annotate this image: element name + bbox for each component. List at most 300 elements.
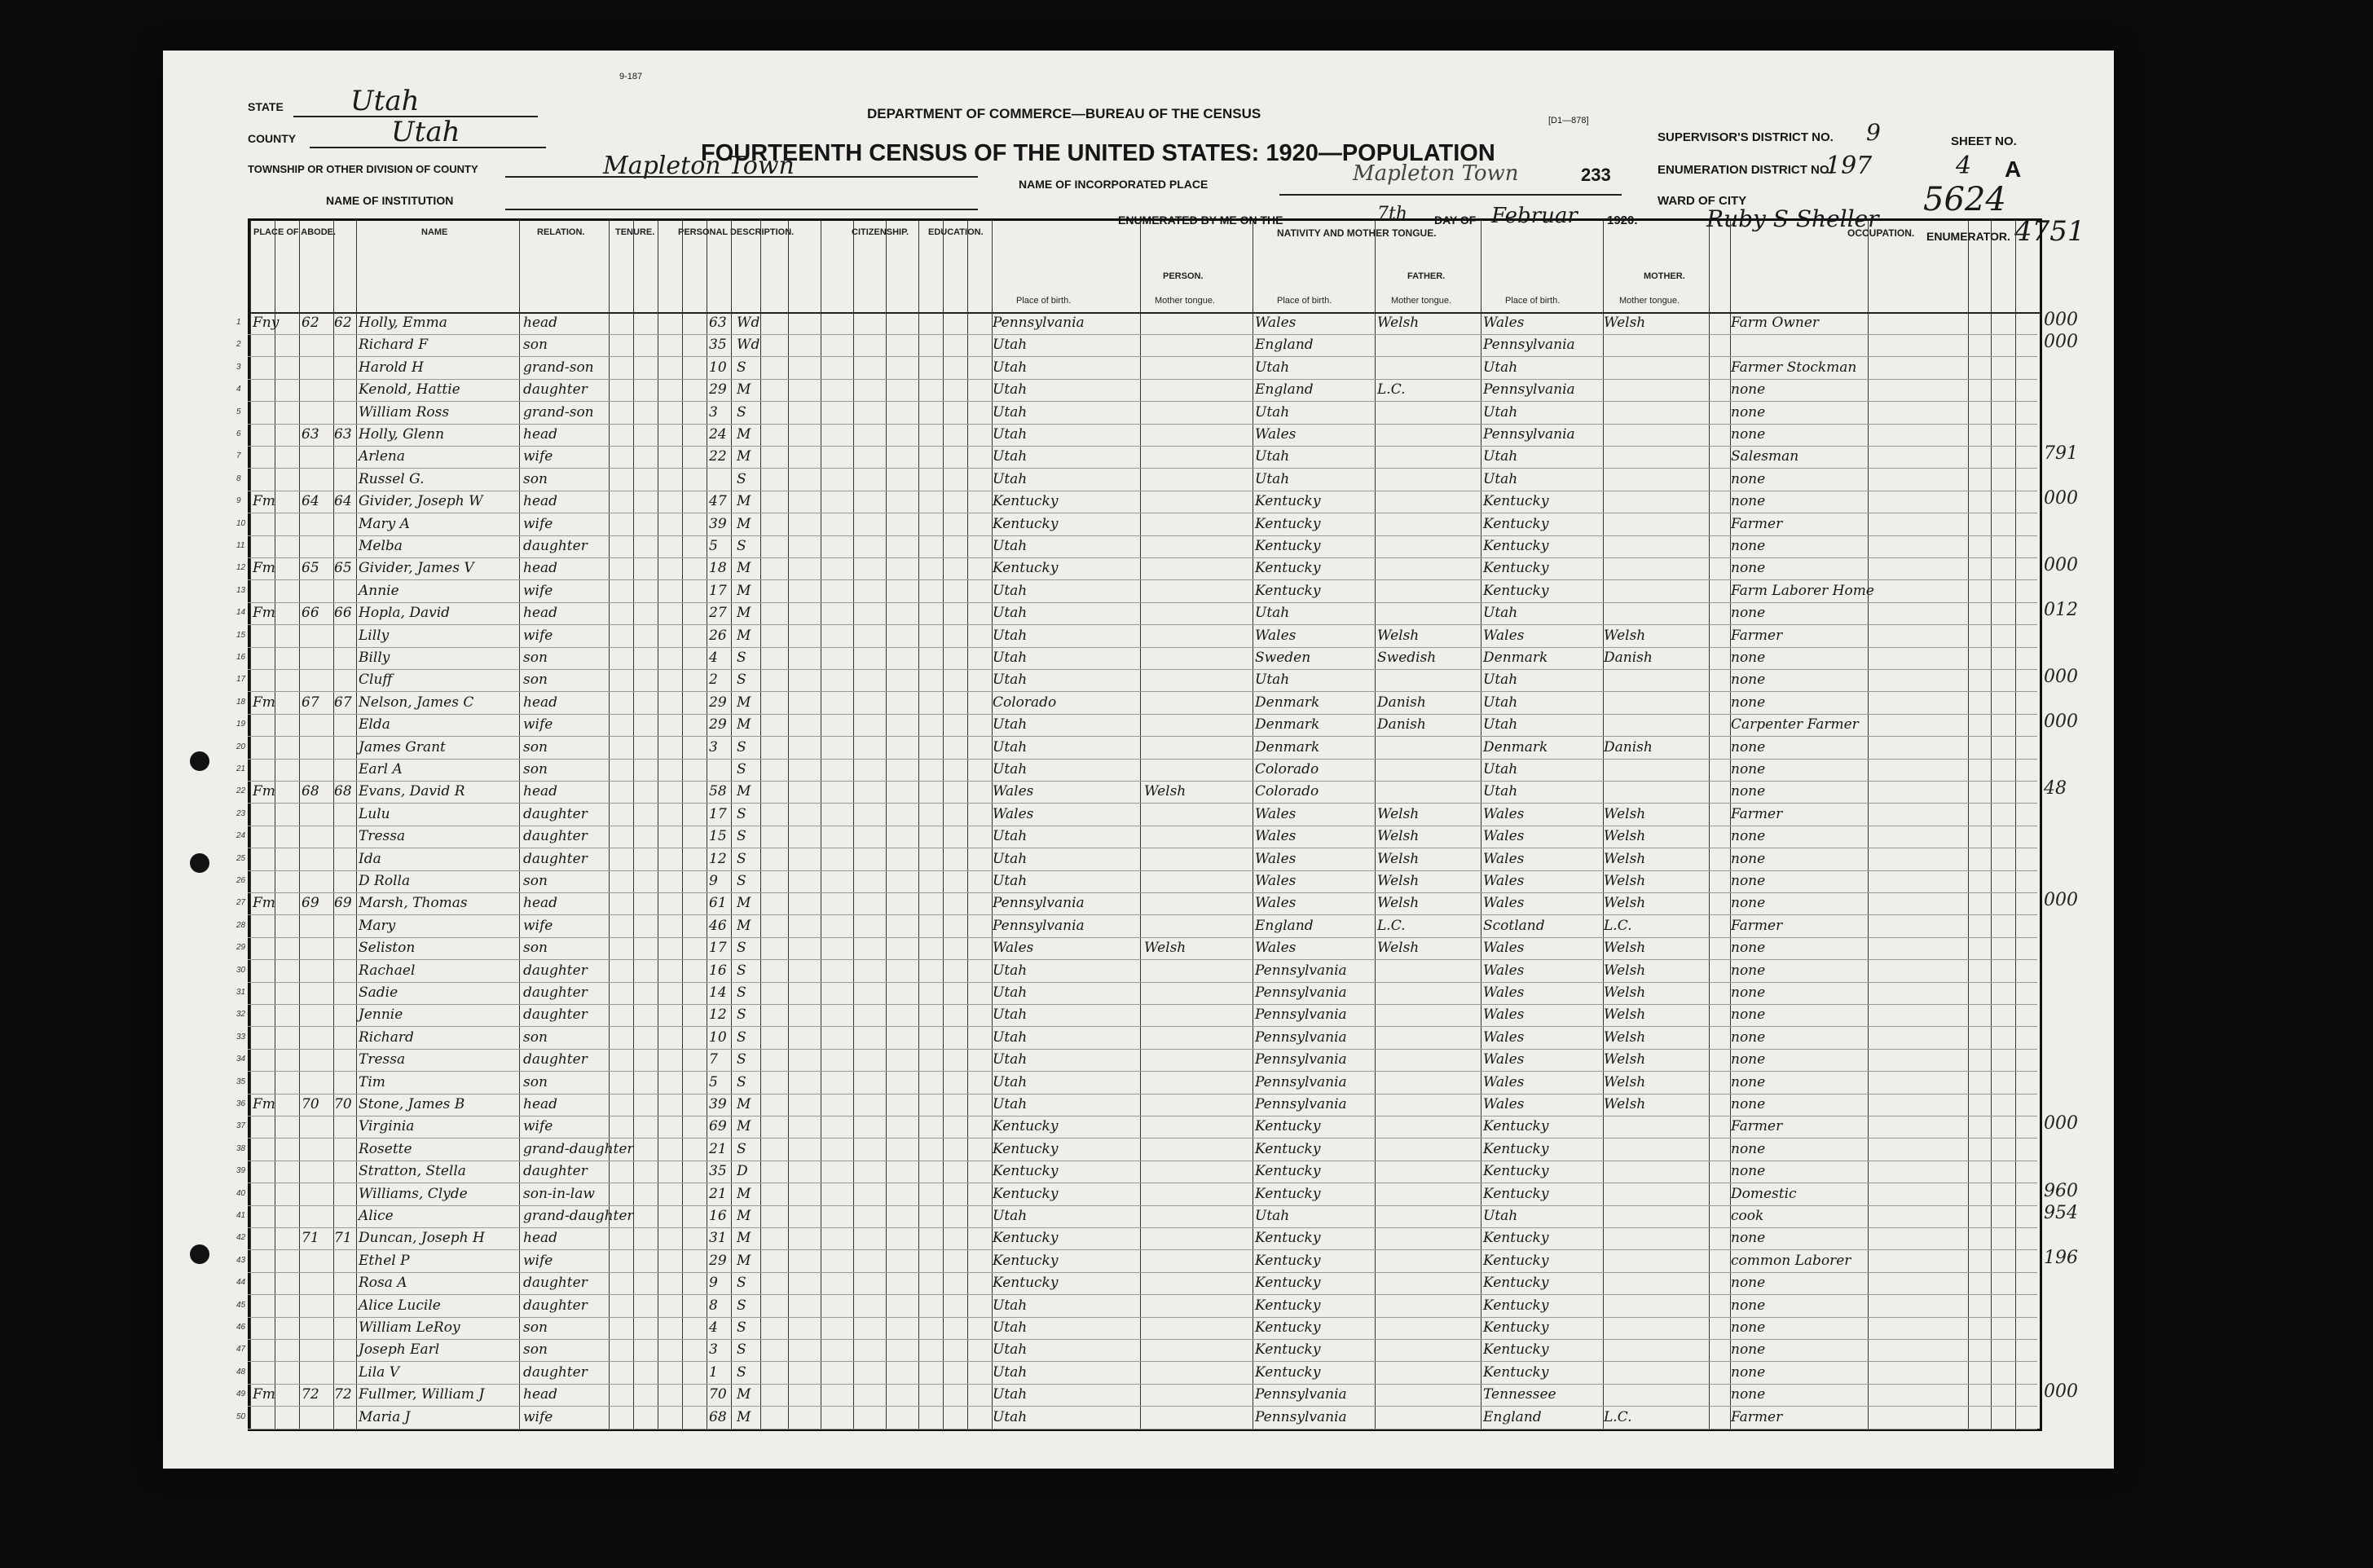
cell-ms: S <box>737 1341 746 1359</box>
cell-name: Sadie <box>359 984 398 1001</box>
cell-pob: Utah <box>993 1096 1028 1112</box>
cell-mmt: Welsh <box>1604 1028 1646 1046</box>
cell-age: 29 <box>709 694 727 711</box>
cell-fmt: Welsh <box>1377 873 1420 889</box>
cell-ms: S <box>737 738 746 755</box>
cell-rel: wife <box>523 582 553 599</box>
cell-mpob: Utah <box>1483 605 1518 622</box>
line-number: 40 <box>236 1188 246 1198</box>
cell-fpob: Pennsylvania <box>1255 984 1347 1001</box>
cell-fmt: Swedish <box>1377 650 1437 666</box>
cell-ms: M <box>737 448 751 465</box>
col-citizenship: CITIZENSHIP. <box>852 227 909 237</box>
margin-note: 000 <box>2044 890 2078 911</box>
cell-mpob: Scotland <box>1483 917 1545 934</box>
cell-dw: Fm <box>253 1096 275 1112</box>
cell-name: Rosa A <box>359 1275 407 1292</box>
table-row <box>236 425 2037 447</box>
enumerated-label: ENUMERATED BY ME ON THE <box>1118 214 1283 227</box>
line-number: 36 <box>236 1099 246 1108</box>
cell-pob: Utah <box>993 605 1028 622</box>
table-row <box>236 1005 2037 1027</box>
cell-name: Cluff <box>359 672 393 689</box>
cell-age: 15 <box>709 828 727 845</box>
cell-ms: S <box>737 1140 746 1157</box>
cell-name: Rosette <box>359 1140 412 1157</box>
cell-occ: none <box>1731 538 1766 554</box>
line-number: 29 <box>236 943 246 953</box>
table-row <box>236 358 2037 380</box>
line-number: 33 <box>236 1032 246 1042</box>
cell-ms: M <box>737 1252 751 1269</box>
cell-ms: M <box>737 493 751 510</box>
cell-mpob: Kentucky <box>1483 1319 1549 1336</box>
cell-name: Fullmer, William J <box>359 1386 485 1403</box>
cell-ms: Wd <box>737 337 760 354</box>
cell-age: 14 <box>709 984 727 1001</box>
cell-ms: M <box>737 694 751 711</box>
cell-fmt: Danish <box>1377 694 1426 711</box>
cell-pob: Utah <box>993 850 1028 867</box>
cell-ms: M <box>737 1096 751 1112</box>
line-number: 37 <box>236 1121 246 1131</box>
line-number: 45 <box>236 1300 246 1310</box>
cell-age: 17 <box>709 582 727 599</box>
cell-pob: Utah <box>993 828 1028 845</box>
cell-rel: head <box>523 493 558 510</box>
cell-fpob: Wales <box>1255 805 1297 822</box>
col-name: NAME <box>421 227 448 237</box>
cell-mmt: Welsh <box>1604 1073 1646 1090</box>
cell-name: Holly, Glenn <box>359 426 445 443</box>
cell-h1: 68 <box>302 783 319 800</box>
cell-pob: Utah <box>993 650 1028 666</box>
cell-rel: son <box>523 1073 548 1090</box>
cell-age: 24 <box>709 426 727 443</box>
cell-mpob: Utah <box>1483 470 1518 487</box>
margin-note: 000 <box>2044 488 2078 509</box>
cell-h1: 65 <box>302 560 319 577</box>
cell-pob: Utah <box>993 1208 1028 1224</box>
binder-hole <box>190 751 209 771</box>
cell-pob: Utah <box>993 582 1028 599</box>
cell-occ: none <box>1731 1230 1766 1247</box>
table-row <box>236 1050 2037 1072</box>
cell-rel: head <box>523 315 558 331</box>
cell-fmt: Welsh <box>1377 828 1420 845</box>
cell-fpob: Utah <box>1255 359 1290 376</box>
cell-age: 63 <box>709 315 727 331</box>
cell-occ: Farm Owner <box>1731 315 1820 331</box>
cell-mpob: Wales <box>1483 1028 1525 1046</box>
cell-mpob: Pennsylvania <box>1483 426 1575 443</box>
cell-rel: daughter <box>523 1163 588 1180</box>
cell-age: 10 <box>709 359 727 376</box>
cell-h1: 69 <box>302 895 319 912</box>
cell-mpob: Kentucky <box>1483 582 1549 599</box>
cell-fpob: Kentucky <box>1255 1363 1321 1381</box>
cell-occ: none <box>1731 1386 1766 1403</box>
line-number: 8 <box>236 473 241 483</box>
table-row <box>236 1340 2037 1362</box>
cell-occ: none <box>1731 650 1766 666</box>
table-row <box>236 849 2037 871</box>
cell-mpob: Wales <box>1483 315 1525 331</box>
cell-mmt: Welsh <box>1604 805 1646 822</box>
cell-occ: Salesman <box>1731 448 1799 465</box>
cell-rel: daughter <box>523 1363 588 1381</box>
cell-occ: cook <box>1731 1208 1764 1224</box>
cell-fpob: Kentucky <box>1255 1252 1321 1269</box>
cell-ms: M <box>737 582 751 599</box>
line-number: 13 <box>236 585 246 595</box>
margin-note: 000 <box>2044 667 2078 688</box>
line-number: 10 <box>236 518 246 528</box>
cell-fpob: Kentucky <box>1255 1297 1321 1314</box>
cell-occ: none <box>1731 1096 1766 1112</box>
cell-occ: Farm Laborer Home <box>1731 582 1874 599</box>
cell-age: 16 <box>709 962 727 979</box>
margin-note-top: 5624 <box>1923 181 2006 218</box>
cell-fpob: Wales <box>1255 828 1297 845</box>
cell-fpob: Kentucky <box>1255 560 1321 577</box>
cell-occ: none <box>1731 381 1766 399</box>
cell-pob: Utah <box>993 627 1028 644</box>
cell-name: Harold H <box>359 359 424 376</box>
cell-ms: M <box>737 917 751 934</box>
cell-occ: Farmer Stockman <box>1731 359 1857 376</box>
county-value: Utah <box>391 116 460 148</box>
township-value: Mapleton Town <box>603 152 795 180</box>
cell-pob: Kentucky <box>993 1185 1059 1202</box>
cell-rel: son <box>523 738 548 755</box>
line-number: 24 <box>236 831 246 841</box>
line-number: 46 <box>236 1323 246 1332</box>
cell-rel: daughter <box>523 1051 588 1068</box>
cell-occ: Carpenter Farmer <box>1731 716 1859 733</box>
cell-fpob: Kentucky <box>1255 1185 1321 1202</box>
cell-pob: Kentucky <box>993 1230 1059 1247</box>
cell-age: 2 <box>709 672 718 689</box>
state-value: Utah <box>350 85 420 117</box>
cell-ms: D <box>737 1163 748 1180</box>
cell-fpob: Kentucky <box>1255 1140 1321 1157</box>
col-person-birthplace: Place of birth. <box>1016 296 1072 306</box>
cell-rel: daughter <box>523 962 588 979</box>
cell-mpob: Denmark <box>1483 650 1548 666</box>
table-row <box>236 871 2037 893</box>
line-number: 16 <box>236 653 246 662</box>
supervisor-label: SUPERVISOR'S DISTRICT NO. <box>1658 130 1834 144</box>
cell-mpob: England <box>1483 1408 1542 1425</box>
cell-ms: S <box>737 1051 746 1068</box>
cell-rel: head <box>523 1386 558 1403</box>
col-tenure: TENURE. <box>615 227 655 237</box>
cell-pob: Utah <box>993 1006 1028 1024</box>
cell-mpob: Wales <box>1483 805 1525 822</box>
cell-mpob: Kentucky <box>1483 1341 1549 1359</box>
table-row <box>236 916 2037 938</box>
col-personal: PERSONAL DESCRIPTION. <box>678 227 795 237</box>
cell-name: Virginia <box>359 1118 415 1135</box>
cell-pob: Utah <box>993 1297 1028 1314</box>
line-number: 9 <box>236 496 241 506</box>
cell-mpob: Kentucky <box>1483 1185 1549 1202</box>
cell-rel: head <box>523 694 558 711</box>
cell-h1: 66 <box>302 605 319 622</box>
cell-age: 35 <box>709 1163 727 1180</box>
cell-mpob: Kentucky <box>1483 1275 1549 1292</box>
cell-ms: M <box>737 783 751 800</box>
cell-name: Lulu <box>359 805 390 822</box>
cell-fpob: Kentucky <box>1255 1163 1321 1180</box>
cell-occ: none <box>1731 873 1766 889</box>
cell-occ: none <box>1731 1006 1766 1024</box>
table-row <box>236 1206 2037 1228</box>
table-row <box>236 1139 2037 1161</box>
line-number: 43 <box>236 1255 246 1265</box>
table-row <box>236 961 2037 983</box>
cell-fpob: Utah <box>1255 470 1290 487</box>
cell-h2: 62 <box>334 315 352 331</box>
line-number: 35 <box>236 1077 246 1086</box>
cell-rel: wife <box>523 1118 553 1135</box>
cell-mpob: Wales <box>1483 962 1525 979</box>
cell-name: Stone, James B <box>359 1096 465 1112</box>
cell-occ: none <box>1731 783 1766 800</box>
cell-name: Marsh, Thomas <box>359 895 468 912</box>
cell-dw: Fm <box>253 694 275 711</box>
cell-pob: Utah <box>993 381 1028 399</box>
cell-h2: 69 <box>334 895 352 912</box>
cell-fpob: Kentucky <box>1255 538 1321 554</box>
cell-ms: S <box>737 672 746 689</box>
cell-fpob: Pennsylvania <box>1255 1096 1347 1112</box>
cell-pob: Utah <box>993 426 1028 443</box>
cell-name: Givider, James V <box>359 560 474 577</box>
table-row <box>236 738 2037 760</box>
cell-fpob: Pennsylvania <box>1255 962 1347 979</box>
cell-pob: Utah <box>993 337 1028 354</box>
table-row <box>236 558 2037 580</box>
cell-rel: son <box>523 470 548 487</box>
cell-age: 21 <box>709 1185 727 1202</box>
col-mother: MOTHER. <box>1644 271 1685 281</box>
cell-mpob: Wales <box>1483 1073 1525 1090</box>
cell-rel: wife <box>523 917 553 934</box>
cell-occ: none <box>1731 1028 1766 1046</box>
cell-pob: Utah <box>993 1319 1028 1336</box>
margin-note-stamp: 4751 <box>2014 215 2085 248</box>
cell-age: 21 <box>709 1140 727 1157</box>
cell-occ: none <box>1731 1140 1766 1157</box>
cell-ms: M <box>737 426 751 443</box>
table-row <box>236 1251 2037 1273</box>
margin-note: 954 <box>2044 1203 2078 1223</box>
cell-ms: M <box>737 627 751 644</box>
stamp-number: 233 <box>1581 165 1611 185</box>
cell-pob: Colorado <box>993 694 1057 711</box>
cell-ms: S <box>737 962 746 979</box>
state-label: STATE <box>248 100 284 113</box>
table-row <box>236 1184 2037 1206</box>
table-row <box>236 1318 2037 1340</box>
cell-pob: Utah <box>993 403 1028 421</box>
cell-age: 22 <box>709 448 727 465</box>
cell-pob: Utah <box>993 672 1028 689</box>
cell-fpob: Pennsylvania <box>1255 1051 1347 1068</box>
county-label: COUNTY <box>248 132 297 145</box>
cell-occ: Farmer <box>1731 805 1783 822</box>
table-row <box>236 335 2037 357</box>
cell-ms: S <box>737 873 746 889</box>
table-row <box>236 447 2037 469</box>
table-row <box>236 313 2037 335</box>
cell-ms: S <box>737 403 746 421</box>
table-row <box>236 1161 2037 1183</box>
cell-age: 27 <box>709 605 727 622</box>
line-number: 50 <box>236 1412 246 1421</box>
cell-name: Alice <box>359 1208 394 1224</box>
sheet-side: A <box>2005 156 2022 182</box>
cell-rel: son-in-law <box>523 1185 595 1202</box>
cell-name: Nelson, James C <box>359 694 474 711</box>
cell-rel: daughter <box>523 1006 588 1024</box>
cell-mpob: Wales <box>1483 895 1525 912</box>
enumerator-label: ENUMERATOR. <box>1926 230 2010 243</box>
table-row <box>236 760 2037 782</box>
cell-pob: Utah <box>993 962 1028 979</box>
cell-pob: Wales <box>993 805 1034 822</box>
cell-pob: Utah <box>993 448 1028 465</box>
table-row <box>236 782 2037 804</box>
cell-fmt: Welsh <box>1377 940 1420 957</box>
cell-fpob: Kentucky <box>1255 1275 1321 1292</box>
cell-mpob: Kentucky <box>1483 538 1549 554</box>
cell-mmt: L.C. <box>1604 917 1632 934</box>
line-number: 7 <box>236 451 241 461</box>
cell-mmt: Welsh <box>1604 873 1646 889</box>
cell-mpob: Wales <box>1483 984 1525 1001</box>
cell-age: 47 <box>709 493 727 510</box>
line-number: 4 <box>236 385 241 394</box>
cell-occ: none <box>1731 493 1766 510</box>
institution-label: NAME OF INSTITUTION <box>326 194 454 207</box>
cell-fpob: England <box>1255 917 1314 934</box>
cell-occ: none <box>1731 850 1766 867</box>
cell-age: 3 <box>709 738 718 755</box>
cell-fpob: Kentucky <box>1255 493 1321 510</box>
cell-fpob: Kentucky <box>1255 515 1321 532</box>
table-row <box>236 1273 2037 1295</box>
cell-ms: S <box>737 828 746 845</box>
line-number: 23 <box>236 808 246 818</box>
binder-hole <box>190 1244 209 1264</box>
cell-fmt: Welsh <box>1377 627 1420 644</box>
table-row <box>236 1296 2037 1318</box>
cell-mpob: Pennsylvania <box>1483 337 1575 354</box>
cell-fpob: England <box>1255 337 1314 354</box>
cell-age: 5 <box>709 1073 718 1090</box>
table-row <box>236 1228 2037 1250</box>
cell-fpob: Kentucky <box>1255 582 1321 599</box>
cell-rel: grand-son <box>523 403 594 421</box>
col-father: FATHER. <box>1407 271 1446 281</box>
cell-fpob: Kentucky <box>1255 1118 1321 1135</box>
cell-occ: Domestic <box>1731 1185 1797 1202</box>
cell-ms: S <box>737 805 746 822</box>
cell-h2: 63 <box>334 426 352 443</box>
margin-note: 000 <box>2044 1381 2078 1403</box>
cell-age: 12 <box>709 1006 727 1024</box>
enumerated-year: 1920. <box>1607 214 1638 227</box>
line-number: 17 <box>236 675 246 685</box>
margin-note: 791 <box>2044 443 2078 465</box>
cell-h2: 72 <box>334 1386 352 1403</box>
cell-occ: Farmer <box>1731 1408 1783 1425</box>
cell-pob: Utah <box>993 1028 1028 1046</box>
cell-name: William LeRoy <box>359 1319 460 1336</box>
enumerated-month: Februar <box>1491 204 1578 228</box>
sheet-label: SHEET NO. <box>1951 134 2017 148</box>
cell-name: Annie <box>359 582 399 599</box>
cell-fmt: L.C. <box>1377 917 1406 934</box>
cell-mpob: Wales <box>1483 1051 1525 1068</box>
table-row <box>236 1028 2037 1050</box>
cell-age: 16 <box>709 1208 727 1224</box>
cell-age: 8 <box>709 1297 718 1314</box>
col-person: PERSON. <box>1163 271 1204 281</box>
cell-mmt: Welsh <box>1604 850 1646 867</box>
cell-fpob: Denmark <box>1255 738 1320 755</box>
cell-name: Lila V <box>359 1363 399 1381</box>
cell-name: Seliston <box>359 940 416 957</box>
line-number: 12 <box>236 563 246 573</box>
cell-fpob: Sweden <box>1255 650 1311 666</box>
cell-ms: M <box>737 1386 751 1403</box>
cell-name: Williams, Clyde <box>359 1185 468 1202</box>
cell-rel: daughter <box>523 828 588 845</box>
table-row <box>236 491 2037 513</box>
cell-rel: son <box>523 761 548 777</box>
cell-fpob: Colorado <box>1255 761 1319 777</box>
line-number: 14 <box>236 608 246 618</box>
cell-ms: M <box>737 1208 751 1224</box>
cell-age: 3 <box>709 1341 718 1359</box>
cell-h2: 71 <box>334 1230 352 1247</box>
cell-pmt: Welsh <box>1144 783 1186 800</box>
line-number: 26 <box>236 876 246 885</box>
cell-occ: none <box>1731 828 1766 845</box>
cell-age: 1 <box>709 1363 718 1381</box>
cell-pob: Pennsylvania <box>993 315 1085 331</box>
cell-name: Rachael <box>359 962 416 979</box>
cell-fpob: Denmark <box>1255 716 1320 733</box>
cell-occ: none <box>1731 1275 1766 1292</box>
cell-pob: Utah <box>993 1341 1028 1359</box>
cell-h1: 64 <box>302 493 319 510</box>
cell-rel: daughter <box>523 850 588 867</box>
line-number: 47 <box>236 1345 246 1354</box>
incorporated-value: Mapleton Town <box>1353 161 1519 186</box>
cell-fpob: England <box>1255 381 1314 399</box>
cell-ms: S <box>737 940 746 957</box>
cell-rel: daughter <box>523 1275 588 1292</box>
cell-name: Tressa <box>359 828 406 845</box>
table-row <box>236 1117 2037 1139</box>
cell-name: Hopla, David <box>359 605 451 622</box>
cell-age: 7 <box>709 1051 718 1068</box>
